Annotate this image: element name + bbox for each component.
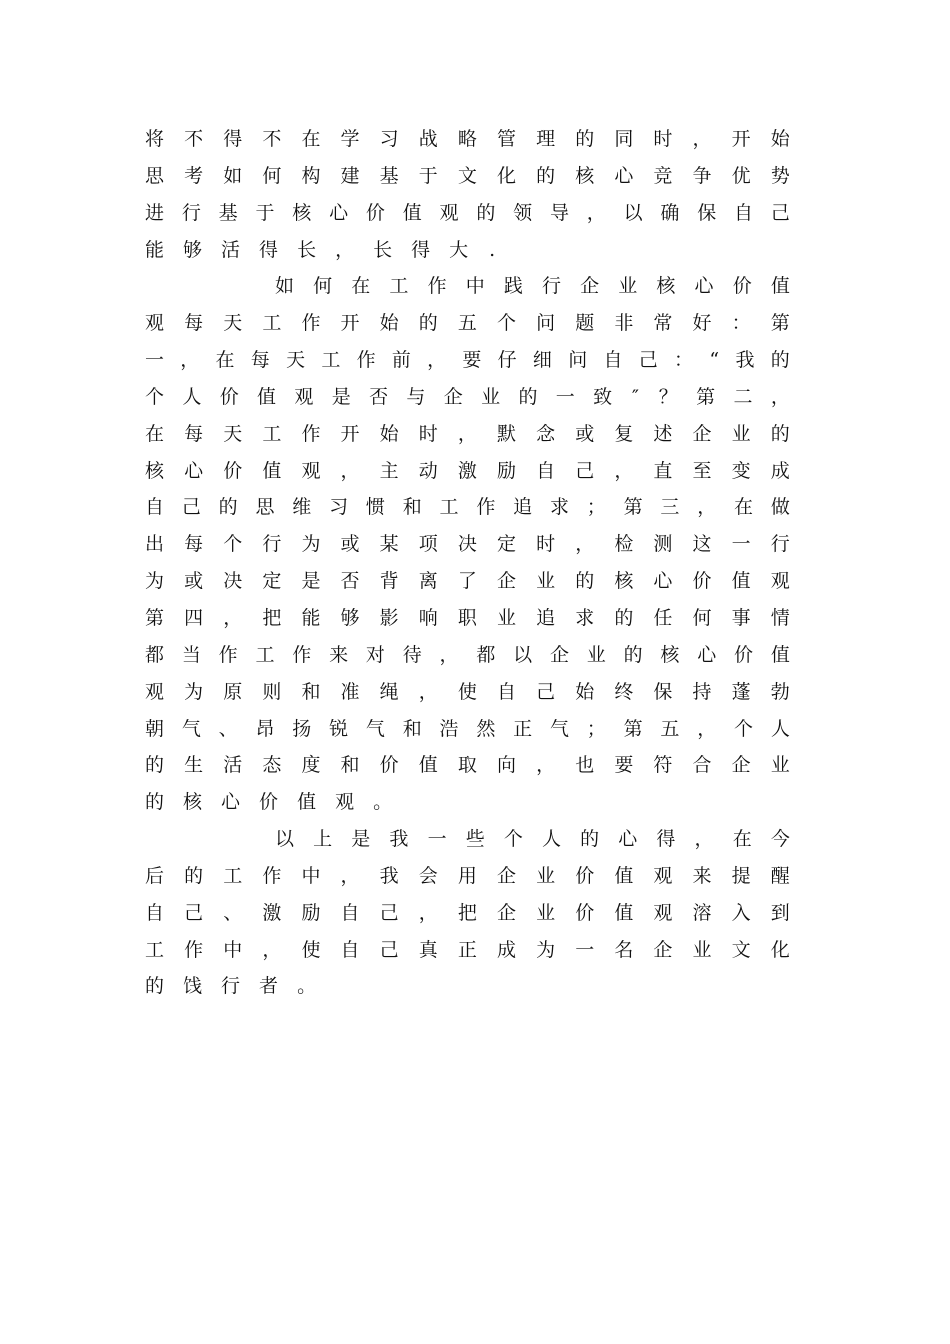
text-line: 思 考 如 何 构 建 基 于 文 化 的 核 心 竞 争 优 势 — [145, 164, 790, 187]
text-line: 朝 气 、 昂 扬 锐 气 和 浩 然 正 气 ； 第 五 ， 个 人 — [145, 717, 790, 740]
text-line: 如 何 在 工 作 中 践 行 企 业 核 心 价 值 — [275, 275, 790, 298]
text-line: 的 核 心 价 值 观 。 — [145, 791, 393, 814]
text-line: 自 己 、 激 励 自 己 ， 把 企 业 价 值 观 溶 入 到 — [145, 901, 790, 924]
text-line: 出 每 个 行 为 或 某 项 决 定 时 ， 检 测 这 一 行 — [145, 533, 790, 556]
text-line: 第 四 ， 把 能 够 影 响 职 业 追 求 的 任 何 事 情 — [145, 606, 790, 629]
text-line: 观 每 天 工 作 开 始 的 五 个 问 题 非 常 好 ： 第 — [145, 312, 790, 335]
text-line: 在 每 天 工 作 开 始 时 ， 默 念 或 复 述 企 业 的 — [145, 422, 790, 445]
text-line: 工 作 中 ， 使 自 己 真 正 成 为 一 名 企 业 文 化 — [145, 938, 790, 961]
text-line: 观 为 原 则 和 准 绳 ， 使 自 己 始 终 保 持 蓬 勃 — [145, 680, 790, 703]
text-line: 都 当 作 工 作 来 对 待 ， 都 以 企 业 的 核 心 价 值 — [145, 643, 790, 666]
text-line: 进 行 基 于 核 心 价 值 观 的 领 导 ， 以 确 保 自 己 — [145, 201, 790, 224]
text-line: 为 或 决 定 是 否 背 离 了 企 业 的 核 心 价 值 观 — [145, 570, 790, 593]
text-line: 的 饯 行 者 。 — [145, 975, 317, 998]
text-line: 一 ， 在 每 天 工 作 前 ， 要 仔 细 问 自 己 ： “ 我 的 — [145, 349, 790, 372]
text-line: 个 人 价 值 观 是 否 与 企 业 的 一 致 ″ ？ 第 二 ， — [145, 385, 790, 408]
text-line: 将 不 得 不 在 学 习 战 略 管 理 的 同 时 ， 开 始 — [145, 128, 790, 150]
text-line: 以 上 是 我 一 些 个 人 的 心 得 ， 在 今 — [275, 828, 790, 851]
text-line: 核 心 价 值 观 ， 主 动 激 励 自 己 ， 直 至 变 成 — [145, 459, 790, 482]
document-body — [145, 121, 790, 1005]
text-line: 自 己 的 思 维 习 惯 和 工 作 追 求 ； 第 三 ， 在 做 — [145, 496, 790, 519]
text-line: 后 的 工 作 中 ， 我 会 用 企 业 价 值 观 来 提 醒 — [145, 864, 790, 887]
text-line: 能 够 活 得 长 ， 长 得 大 . — [145, 238, 496, 261]
text-line: 的 生 活 态 度 和 价 值 取 向 ， 也 要 符 合 企 业 — [145, 754, 790, 777]
